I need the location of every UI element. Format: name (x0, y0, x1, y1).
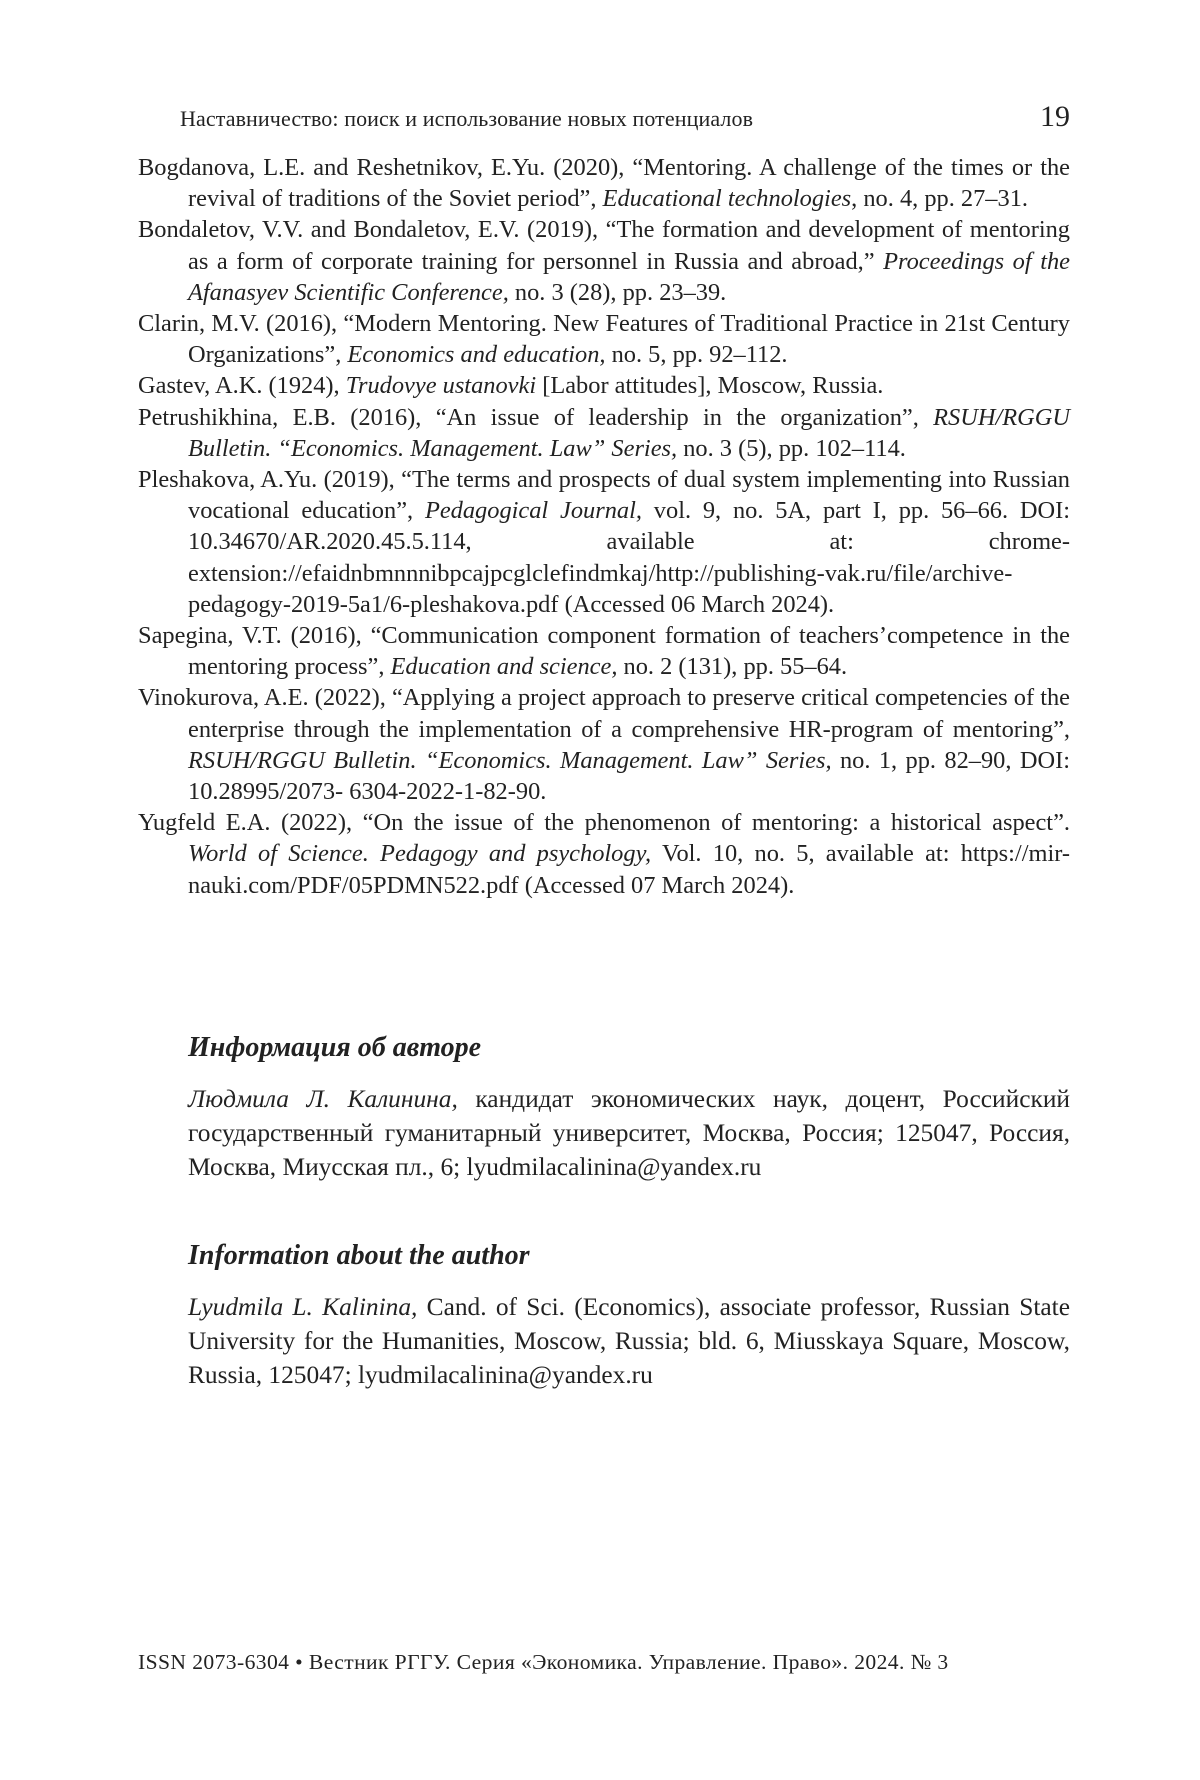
reference-item (138, 402, 1070, 464)
page-number: 19 (1040, 100, 1070, 133)
page-footer: ISSN 2073-6304 • Вестник РГГУ. Серия «Экономика. Управление. Право». 2024. № 3 (138, 1650, 949, 1674)
reference-text: Vinokurova, A.E. (2022), “Applying a project approach to preserve critical competencies of the enterprise through the implementation of a comprehensive HR-program of mentoring”, (138, 684, 1070, 743)
reference-list (138, 152, 1070, 901)
author-info-ru (188, 1030, 1070, 1184)
reference-item (138, 807, 1070, 901)
author-details-ru: кандидат экономических наук, доцент, Российский государственный гуманитарный университет, Москва, Россия; 125047, Россия, Москва, Миусская пл., 6; lyudmilacalinina@yandex.ru (188, 1085, 1070, 1181)
running-title: Наставничество: поиск и использование новых потенциалов (180, 106, 754, 131)
author-info-en (188, 1238, 1070, 1392)
reference-details: no. 5, pp. 92–112. (605, 341, 788, 369)
reference-item (138, 308, 1070, 370)
reference-item (138, 214, 1070, 308)
author-info-ru-title: Информация об авторе (188, 1032, 482, 1063)
reference-details: [Labor attitudes], Moscow, Russia. (536, 372, 884, 400)
reference-text: Gastev, A.K. (1924), (138, 372, 346, 400)
reference-item (138, 152, 1070, 214)
reference-source: World of Science. Pedagogy and psychology, (188, 840, 652, 868)
reference-source: RSUH/RGGU Bulletin. “Economics. Management. Law” Series, (188, 746, 832, 774)
page-header (180, 98, 1070, 138)
reference-source: Pedagogical Journal, (424, 497, 642, 525)
reference-item (138, 370, 1070, 401)
author-info-en-body (188, 1290, 1070, 1392)
reference-details: no. 1, pp. 82–90, DOI: 10.28995/2073- 6304-2022-1-82-90. (188, 746, 1070, 806)
reference-text: Bogdanova, L.E. and Reshetnikov, E.Yu. (2020), “Mentoring. A challenge of the times or the revival of traditions of the Soviet period”, (138, 154, 1070, 213)
author-info-en-title: Information about the author (188, 1240, 530, 1271)
reference-details: no. 3 (28), pp. 23–39. (508, 278, 727, 306)
author-details-en: Cand. of Sci. (Economics), associate professor, Russian State University for the Humanities, Moscow, Russia; bld. 6, Miusskaya Square, Moscow, Russia, 125047; lyudmilacalinina@yandex.ru (188, 1293, 1070, 1389)
reference-source: Proceedings of the Afanasyev Scientific Conference, (188, 247, 1070, 306)
reference-details: no. 3 (5), pp. 102–114. (677, 434, 906, 462)
reference-text: Pleshakova, A.Yu. (2019), “The terms and prospects of dual system implementing into Russian vocational education”, (138, 466, 1070, 525)
reference-item (138, 682, 1070, 807)
reference-details: Vol. 10, no. 5, available at: https://mir-nauki.com/PDF/05PDMN522.pdf (Accessed 07 March 2024). (188, 840, 1070, 899)
reference-text: Clarin, M.V. (2016), “Modern Mentoring. New Features of Traditional Practice in 21st Century Organizations”, (138, 310, 1070, 369)
author-name-ru: Людмила Л. Калинина, (188, 1085, 458, 1113)
reference-text: Petrushikhina, E.B. (2016), “An issue of leadership in the organization”, (138, 403, 934, 431)
reference-source: Education and science, (390, 653, 618, 681)
reference-item (138, 620, 1070, 682)
reference-item (138, 464, 1070, 620)
reference-source: Economics and education, (347, 341, 606, 369)
author-info-ru-body (188, 1082, 1070, 1184)
reference-source: Educational technologies (602, 185, 852, 213)
reference-details: no. 2 (131), pp. 55–64. (617, 653, 848, 681)
reference-details: vol. 9, no. 5A, part I, pp. 56–66. DOI: 10.34670/AR.2020.45.5.114, available at: chrome-extension://efaidnbmnnnibpcajpcglclefindmkaj/http://publishing-vak.ru/file/archive-pedagogy-2019-5a1/6-pleshakova.pdf (Accessed 06 March 2024). (188, 497, 1070, 618)
reference-details: , no. 4, pp. 27–31. (851, 185, 1028, 213)
reference-source: Trudovye ustanovki (345, 372, 537, 400)
reference-source: RSUH/RGGU Bulletin. “Economics. Management. Law” Series, (188, 403, 1070, 462)
reference-text: Yugfeld E.A. (2022), “On the issue of the phenomenon of mentoring: a historical aspect”. (138, 809, 1070, 837)
author-name-en: Lyudmila L. Kalinina, (188, 1293, 418, 1321)
reference-text: Bondaletov, V.V. and Bondaletov, E.V. (2019), “The formation and development of mentoring as a form of corporate training for personnel in Russia and abroad,” (138, 216, 1070, 275)
reference-text: Sapegina, V.T. (2016), “Communication component formation of teachers’competence in the mentoring process”, (138, 622, 1070, 681)
